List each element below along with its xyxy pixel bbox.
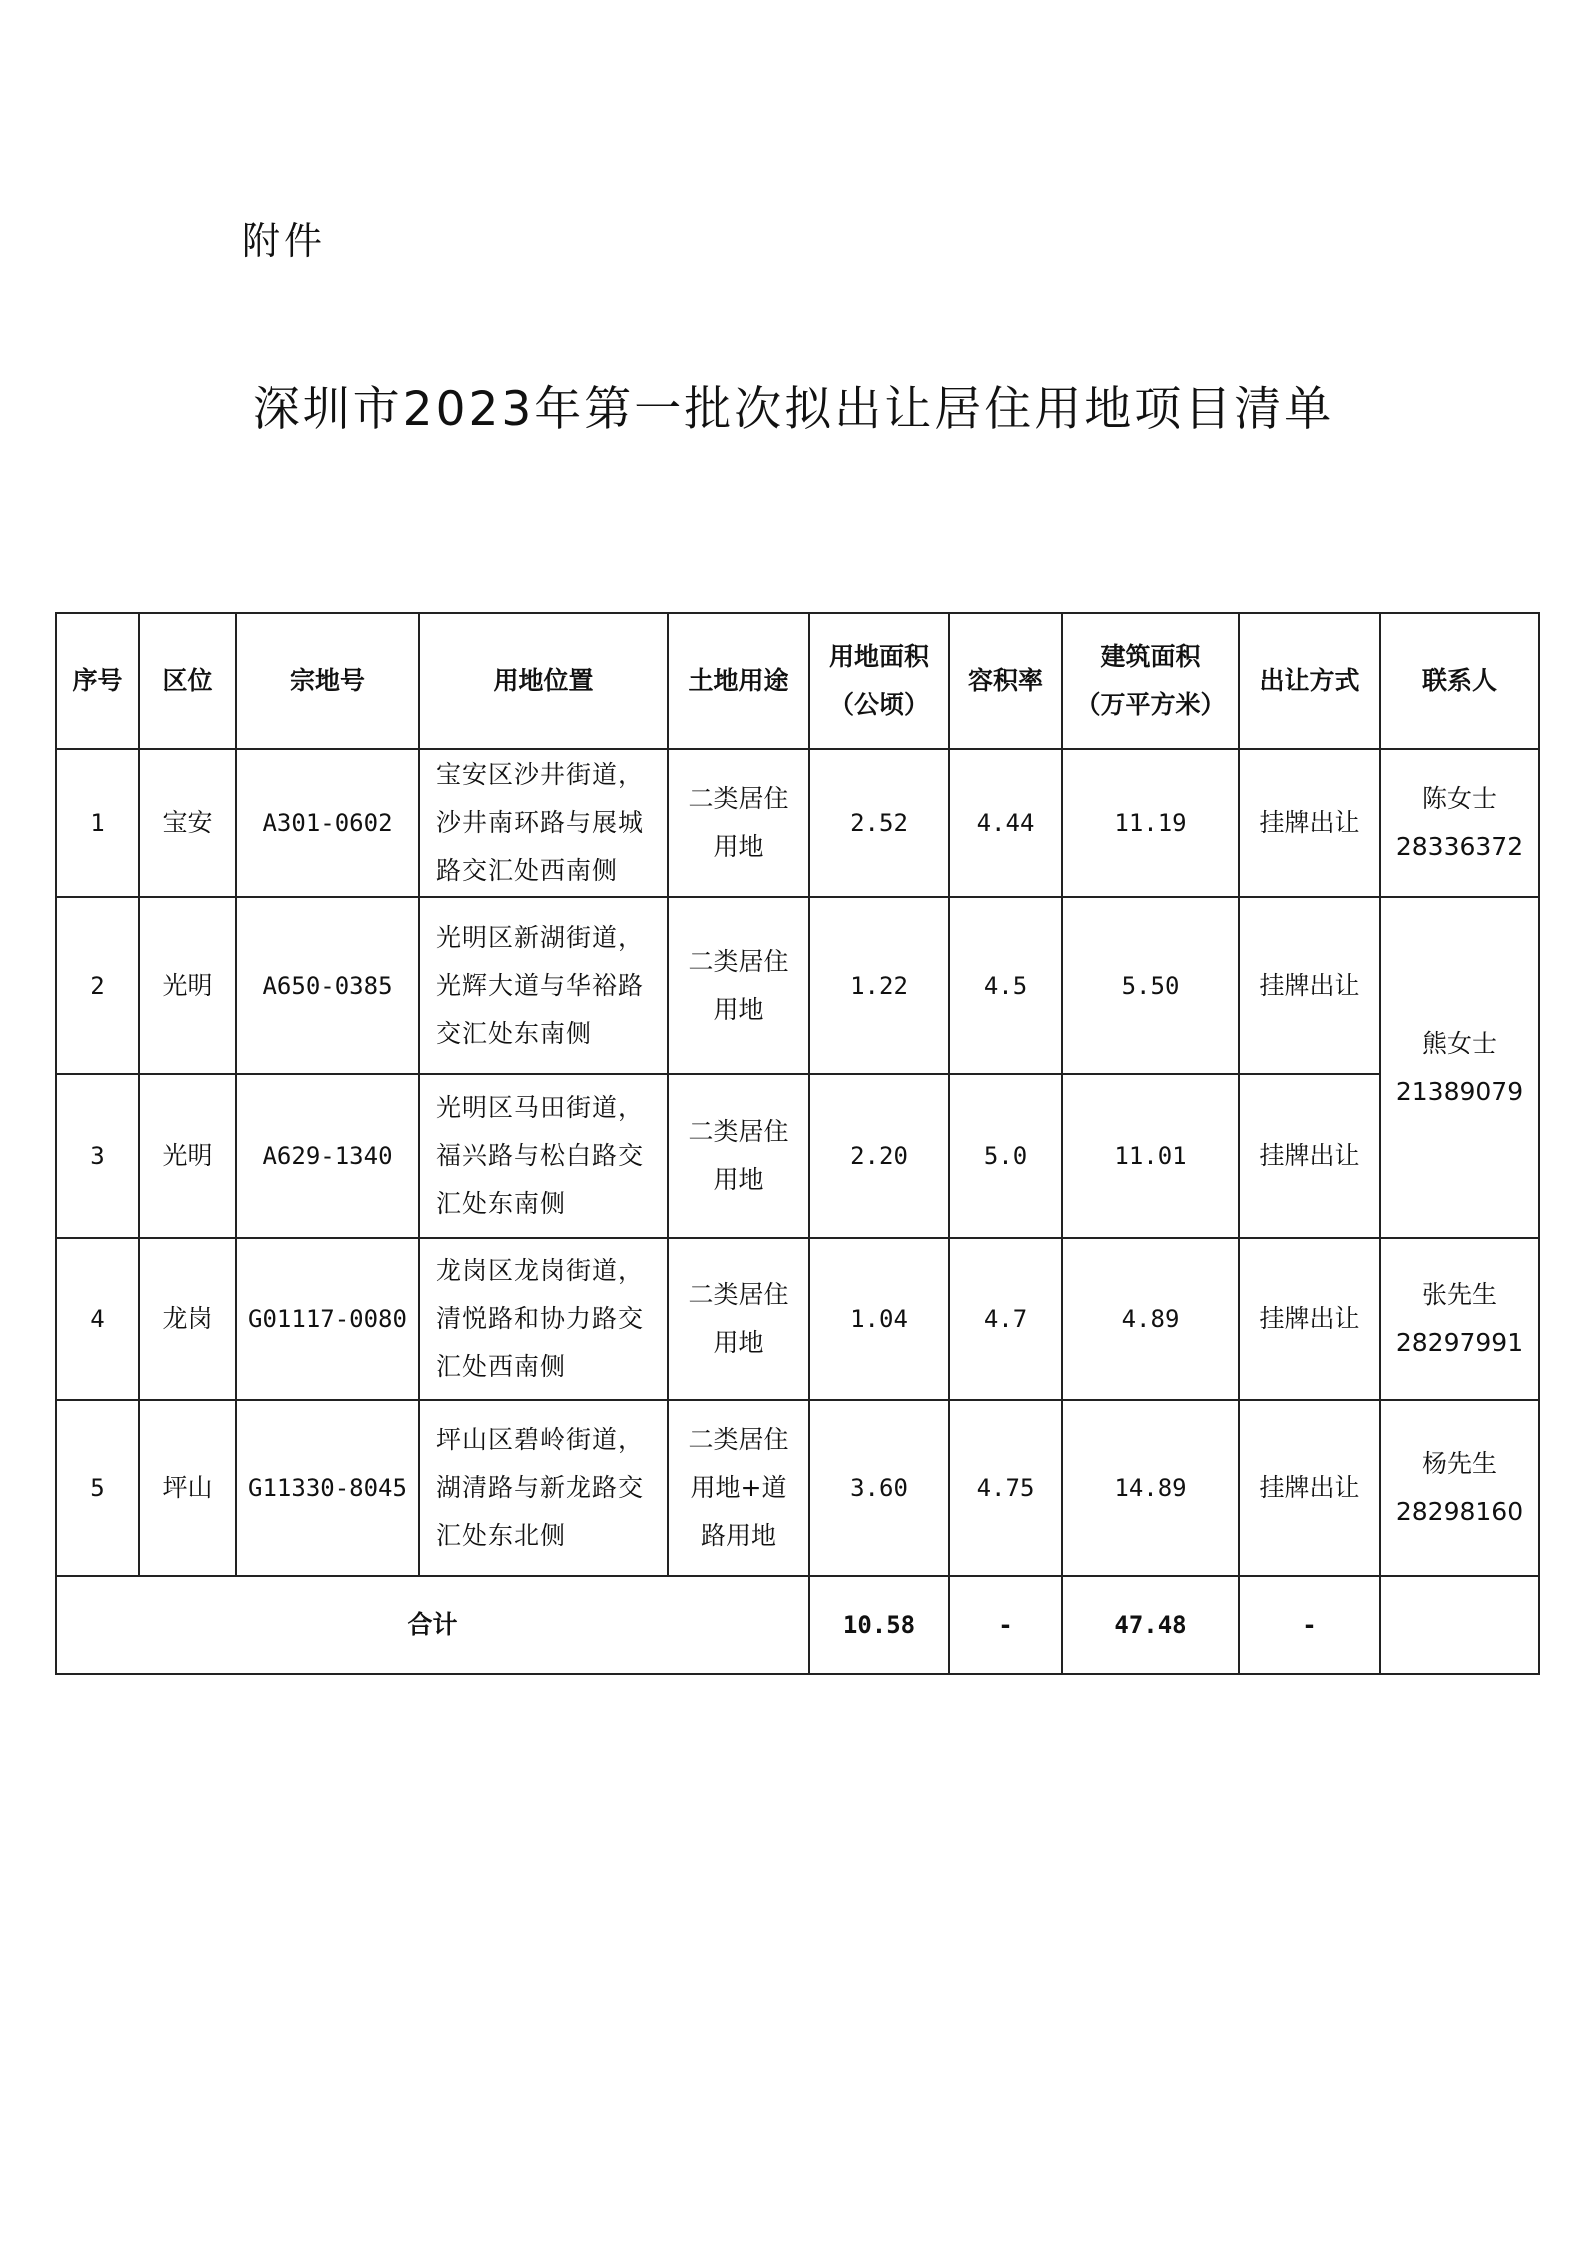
cell-floor-area: 11.19 [1062,749,1239,897]
cell-district: 光明 [139,1074,236,1238]
cell-method: 挂牌出让 [1239,1400,1380,1576]
cell-seq: 4 [56,1238,139,1400]
header-method: 出让方式 [1239,613,1380,749]
cell-location: 光明区马田街道， 福兴路与松白路交 汇处东南侧 [419,1074,668,1238]
cell-method: 挂牌出让 [1239,897,1380,1074]
cell-seq: 1 [56,749,139,897]
header-area: 用地面积 （公顷） [809,613,949,749]
attachment-label: 附件 [242,219,327,263]
header-land-use: 土地用途 [668,613,809,749]
cell-area: 2.20 [809,1074,949,1238]
cell-contact: 张先生 28297991 [1380,1238,1539,1400]
header-far: 容积率 [949,613,1062,749]
document-title: 深圳市2023年第一批次拟出让居住用地项目清单 [252,382,1335,437]
cell-land-use: 二类居住 用地 [668,1238,809,1400]
cell-location: 宝安区沙井街道， 沙井南环路与展城 路交汇处西南侧 [419,749,668,897]
land-project-table [55,612,1540,1675]
cell-parcel: A650-0385 [236,897,419,1074]
cell-contact: 熊女士 21389079 [1380,897,1539,1238]
cell-seq: 5 [56,1400,139,1576]
cell-land-use: 二类居住 用地+道 路用地 [668,1400,809,1576]
table-row [56,1074,1539,1238]
cell-area: 1.22 [809,897,949,1074]
cell-method: 挂牌出让 [1239,1238,1380,1400]
cell-district: 宝安 [139,749,236,897]
total-label: 合计 [56,1576,809,1674]
cell-land-use: 二类居住 用地 [668,749,809,897]
cell-method: 挂牌出让 [1239,749,1380,897]
cell-location: 光明区新湖街道， 光辉大道与华裕路 交汇处东南侧 [419,897,668,1074]
cell-location: 坪山区碧岭街道， 湖清路与新龙路交 汇处东北侧 [419,1400,668,1576]
cell-parcel: G01117-0080 [236,1238,419,1400]
cell-far: 4.7 [949,1238,1062,1400]
table-row [56,749,1539,897]
cell-floor-area: 4.89 [1062,1238,1239,1400]
header-location: 用地位置 [419,613,668,749]
cell-land-use: 二类居住 用地 [668,1074,809,1238]
cell-floor-area: 14.89 [1062,1400,1239,1576]
total-contact [1380,1576,1539,1674]
header-floor-area: 建筑面积 （万平方米） [1062,613,1239,749]
total-far: - [949,1576,1062,1674]
cell-far: 4.44 [949,749,1062,897]
cell-seq: 2 [56,897,139,1074]
cell-area: 2.52 [809,749,949,897]
total-floor-area: 47.48 [1062,1576,1239,1674]
cell-parcel: G11330-8045 [236,1400,419,1576]
cell-district: 光明 [139,897,236,1074]
header-parcel: 宗地号 [236,613,419,749]
cell-parcel: A301-0602 [236,749,419,897]
header-seq: 序号 [56,613,139,749]
cell-location: 龙岗区龙岗街道， 清悦路和协力路交 汇处西南侧 [419,1238,668,1400]
cell-floor-area: 5.50 [1062,897,1239,1074]
cell-far: 4.5 [949,897,1062,1074]
total-area: 10.58 [809,1576,949,1674]
cell-land-use: 二类居住 用地 [668,897,809,1074]
cell-method: 挂牌出让 [1239,1074,1380,1238]
header-district: 区位 [139,613,236,749]
table-header-row [56,613,1539,749]
table-row [56,897,1539,1074]
cell-floor-area: 11.01 [1062,1074,1239,1238]
total-method: - [1239,1576,1380,1674]
cell-far: 5.0 [949,1074,1062,1238]
cell-area: 3.60 [809,1400,949,1576]
cell-district: 龙岗 [139,1238,236,1400]
cell-parcel: A629-1340 [236,1074,419,1238]
cell-seq: 3 [56,1074,139,1238]
table-total-row [56,1576,1539,1674]
table-row [56,1238,1539,1400]
cell-contact: 杨先生 28298160 [1380,1400,1539,1576]
table-row [56,1400,1539,1576]
cell-district: 坪山 [139,1400,236,1576]
cell-contact: 陈女士 28336372 [1380,749,1539,897]
header-contact: 联系人 [1380,613,1539,749]
cell-far: 4.75 [949,1400,1062,1576]
cell-area: 1.04 [809,1238,949,1400]
